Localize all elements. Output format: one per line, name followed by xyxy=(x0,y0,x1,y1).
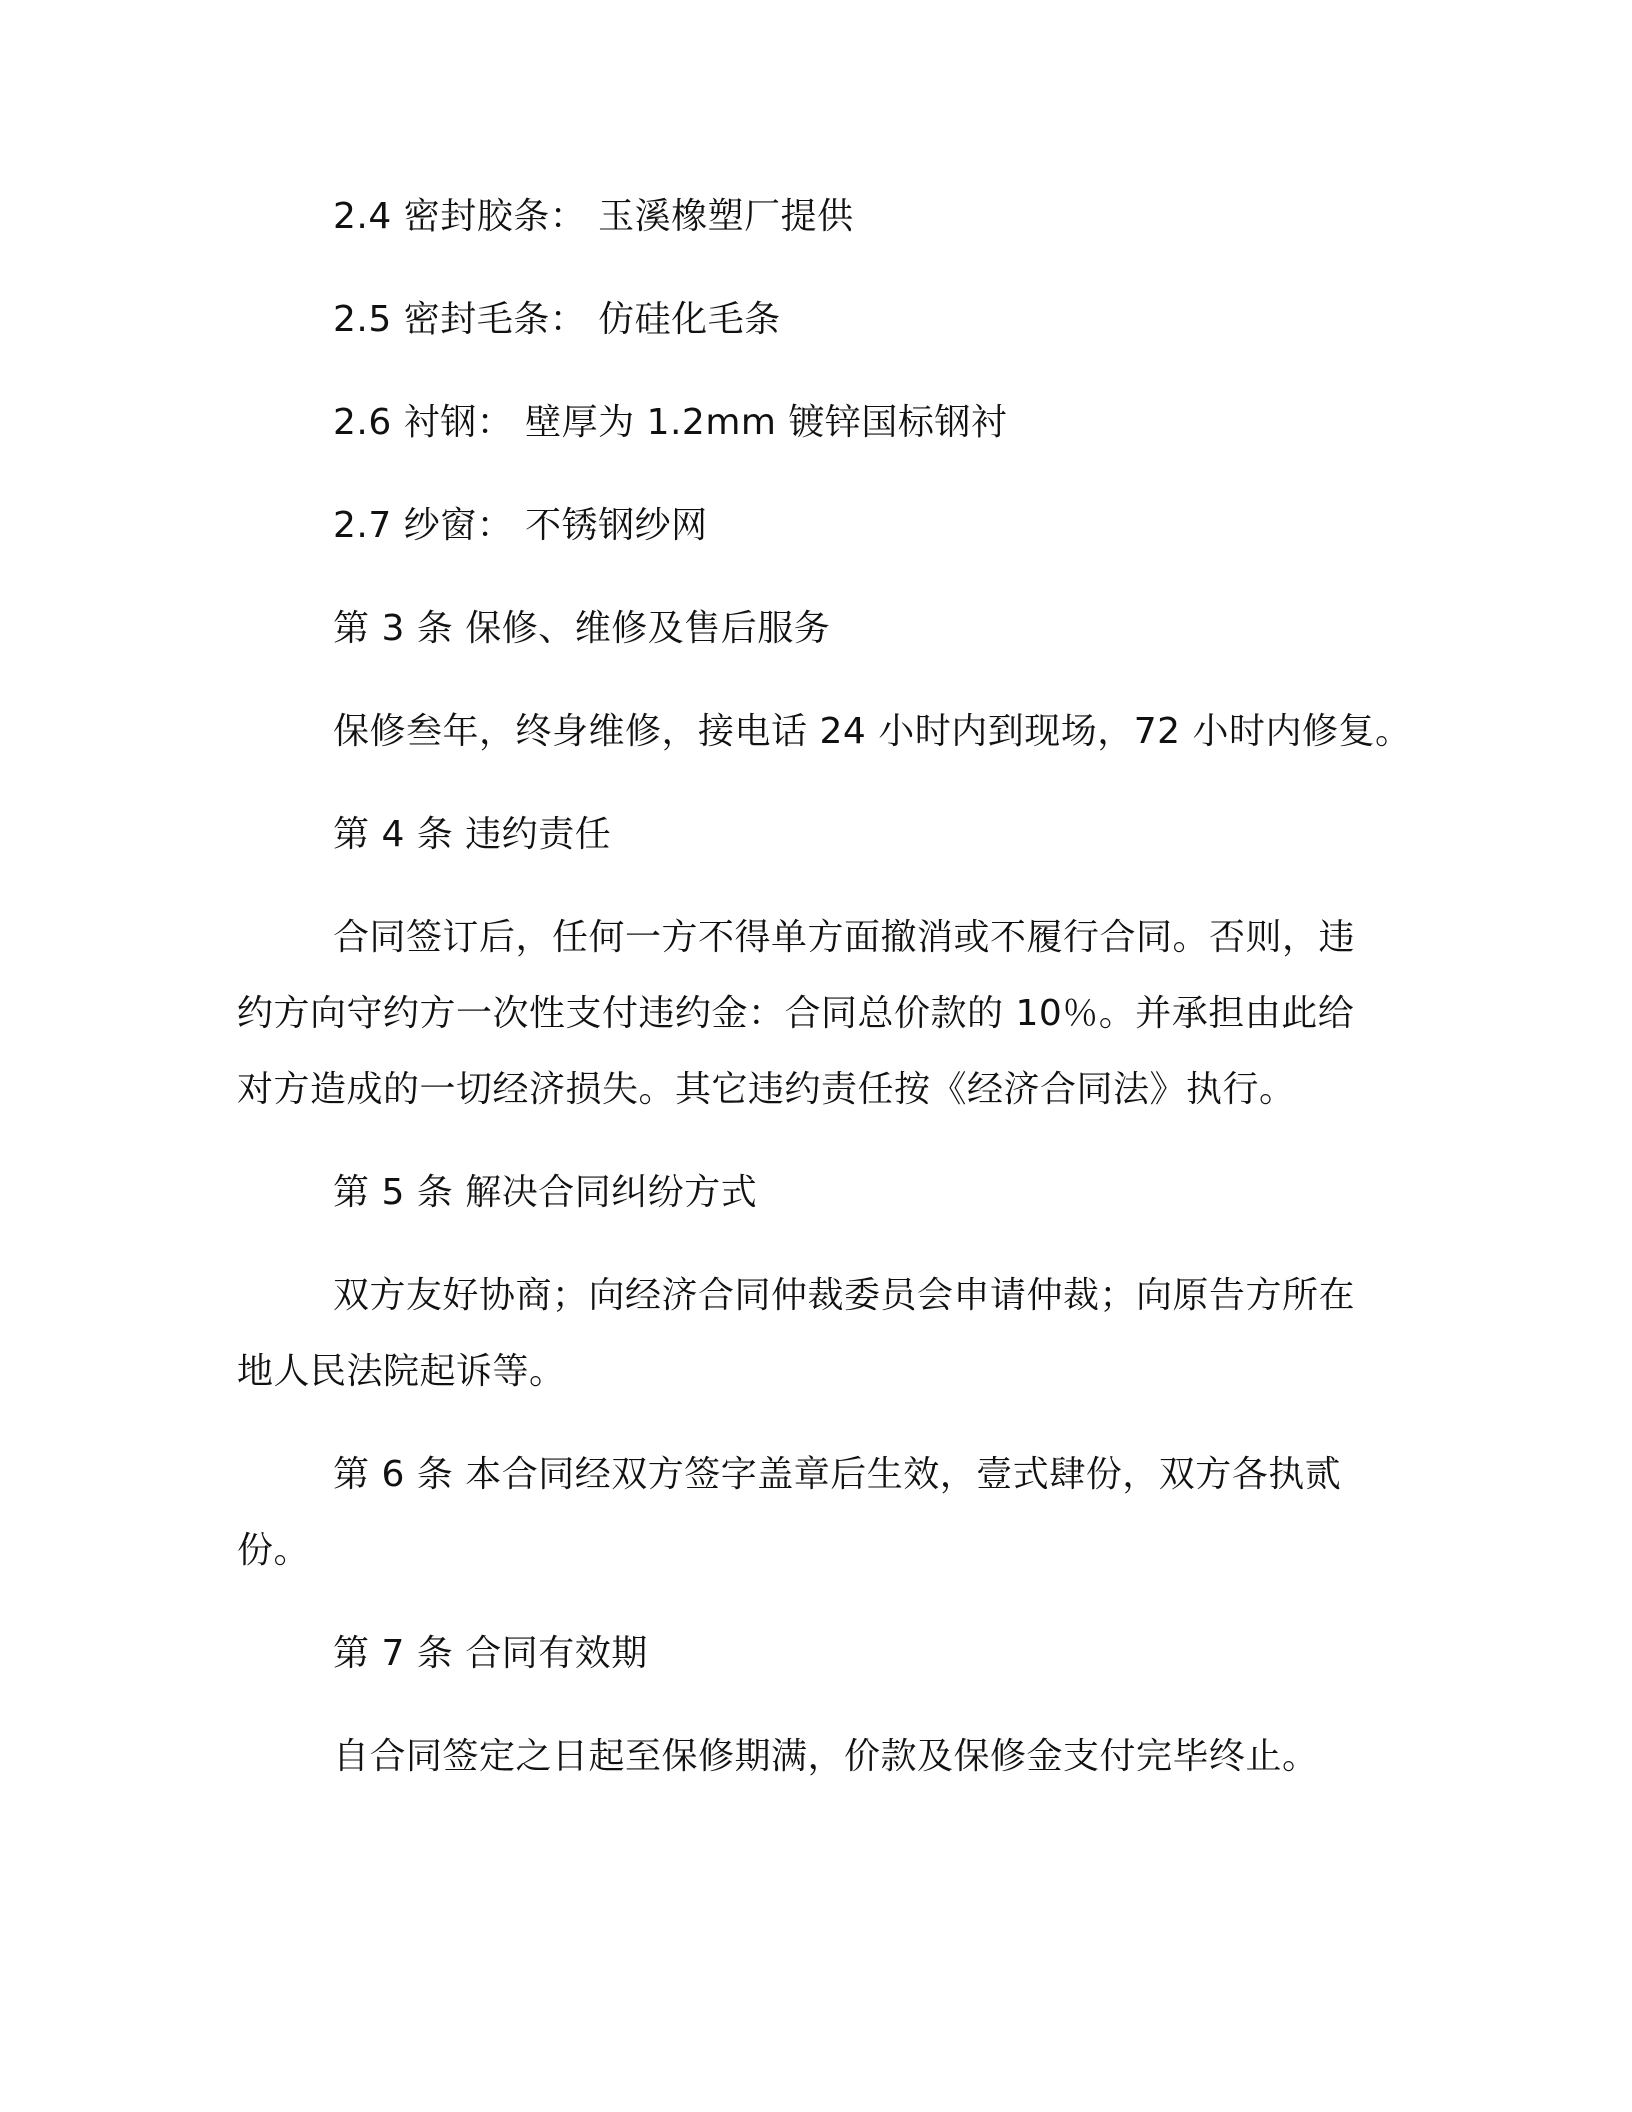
article-7-body: 自合同签定之日起至保修期满，价款及保修金支付完毕终止。 xyxy=(333,1736,1319,1777)
article-4-body-line-1: 合同签订后，任何一方不得单方面撤消或不履行合同。否则，违 xyxy=(333,917,1356,958)
spec-2-7: 2.7 纱窗： 不锈钢纱网 xyxy=(333,505,708,546)
article-6-line-2: 份。 xyxy=(237,1530,311,1571)
article-5-body-line-1: 双方友好协商；向经济合同仲裁委员会申请仲裁；向原告方所在 xyxy=(333,1275,1356,1316)
article-4-body-line-3: 对方造成的一切经济损失。其它违约责任按《经济合同法》执行。 xyxy=(237,1069,1296,1110)
article-4-body-line-2: 约方向守约方一次性支付违约金：合同总价款的 10％。并承担由此给 xyxy=(237,993,1355,1034)
article-5-body-line-2: 地人民法院起诉等。 xyxy=(237,1351,566,1392)
article-3-heading: 第 3 条 保修、维修及售后服务 xyxy=(333,608,831,649)
spec-2-4: 2.4 密封胶条： 玉溪橡塑厂提供 xyxy=(333,196,854,237)
spec-2-6: 2.6 衬钢： 壁厚为 1.2mm 镀锌国标钢衬 xyxy=(333,402,1008,443)
spec-2-5: 2.5 密封毛条： 仿硅化毛条 xyxy=(333,299,781,340)
article-3-body: 保修叁年，终身维修，接电话 24 小时内到现场，72 小时内修复。 xyxy=(333,711,1412,752)
article-5-heading: 第 5 条 解决合同纠纷方式 xyxy=(333,1172,758,1213)
article-6-line-1: 第 6 条 本合同经双方签字盖章后生效，壹式肆份，双方各执贰 xyxy=(333,1454,1342,1495)
article-4-heading: 第 4 条 违约责任 xyxy=(333,814,612,855)
article-7-heading: 第 7 条 合同有效期 xyxy=(333,1633,648,1674)
